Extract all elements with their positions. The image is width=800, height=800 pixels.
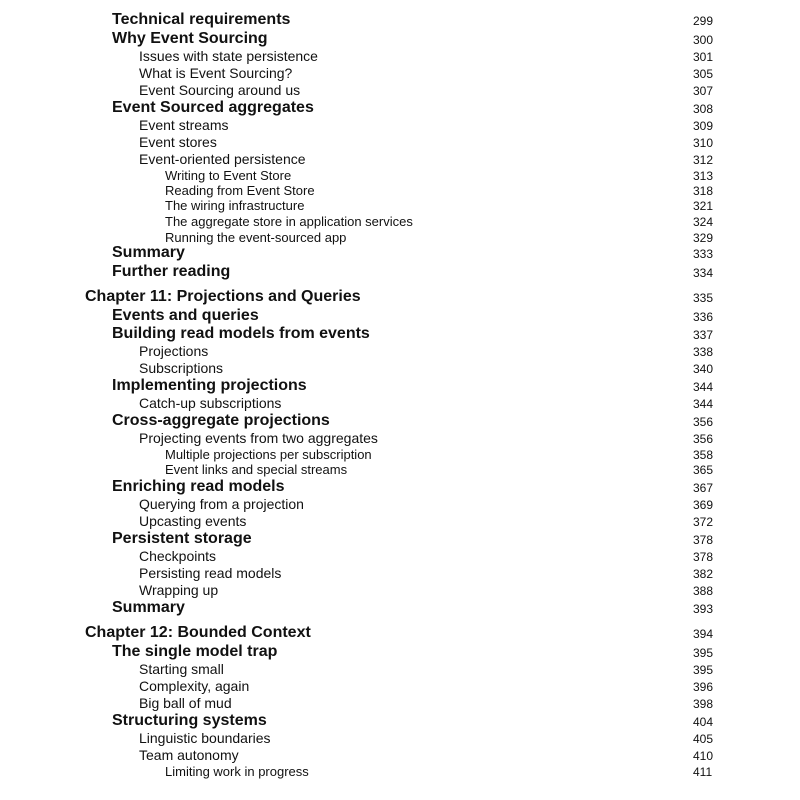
toc-entry-page-number: 378 [693, 550, 714, 564]
toc-entry-title: Event-oriented persistence [139, 151, 306, 167]
toc-entry-title: Catch-up subscriptions [139, 395, 282, 411]
toc-entry-title: Event streams [139, 117, 229, 133]
toc-entry-page-number: 300 [693, 33, 714, 47]
toc-entry-page-number: 398 [693, 697, 714, 711]
toc-entry-title: Checkpoints [139, 548, 217, 564]
toc-entry-title: Querying from a projection [139, 496, 304, 512]
toc-entry-page-number: 338 [693, 345, 714, 359]
toc-entry-title: Persistent storage [112, 530, 252, 547]
toc-entry-page-number: 411 [693, 765, 713, 779]
toc-entry-page-number: 307 [693, 84, 714, 98]
toc-entry-title: Event links and special streams [165, 462, 348, 477]
toc-entry-page-number: 329 [693, 231, 714, 245]
toc-entry-page-number: 340 [693, 362, 714, 376]
toc-entry-page-number: 378 [693, 533, 714, 547]
toc-entry-page-number: 410 [693, 749, 714, 763]
toc-entry-title: Events and queries [112, 307, 259, 324]
toc-entry-page-number: 356 [693, 415, 714, 429]
toc-entry-page-number: 334 [693, 266, 714, 280]
toc-entry-page-number: 299 [693, 14, 714, 28]
toc-entry-title: The single model trap [112, 643, 278, 660]
toc-entry-page-number: 318 [693, 184, 714, 198]
toc-entry-page-number: 382 [693, 567, 714, 581]
toc-entry-page-number: 367 [693, 481, 714, 495]
toc-entry-title: Cross-aggregate projections [112, 412, 330, 429]
toc-entry-title: Event stores [139, 134, 217, 150]
toc-entry-page-number: 336 [693, 310, 714, 324]
toc-entry-title: Structuring systems [112, 712, 267, 729]
toc-entry-title: Further reading [112, 263, 231, 280]
toc-entry-title: Projecting events from two aggregates [139, 430, 378, 446]
toc-entry-page-number: 358 [693, 448, 714, 462]
toc-entry-page-number: 324 [693, 215, 714, 229]
toc-entry-title: Starting small [139, 661, 224, 677]
toc-entry-page-number: 301 [693, 50, 714, 64]
toc-entry-page-number: 333 [693, 247, 714, 261]
toc-entry-page-number: 308 [693, 102, 714, 116]
toc-entry-page-number: 305 [693, 67, 714, 81]
toc-entry-title: Limiting work in progress [165, 764, 309, 779]
toc-entry-page-number: 344 [693, 397, 714, 411]
toc-entry-title: Chapter 11: Projections and Queries [85, 288, 361, 305]
toc-entry-page-number: 365 [693, 463, 714, 477]
toc-entry-title: Event Sourcing around us [139, 82, 301, 98]
toc-entry-title: Team autonomy [139, 747, 239, 763]
toc-entry-title: Building read models from events [112, 325, 370, 342]
toc-entry-title: Enriching read models [112, 478, 285, 495]
toc-entry-title: Complexity, again [139, 678, 250, 694]
toc-entry-title: Big ball of mud [139, 695, 232, 711]
toc-entry-title: The aggregate store in application services [165, 214, 413, 229]
toc-entry-page-number: 394 [693, 627, 714, 641]
toc-entry-title: The wiring infrastructure [165, 198, 305, 213]
toc-entry-page-number: 335 [693, 291, 714, 305]
toc-entry-title: Writing to Event Store [165, 168, 292, 183]
toc-entry-page-number: 312 [693, 153, 714, 167]
toc-entry-page-number: 395 [693, 646, 714, 660]
toc-entry-title: Summary [112, 599, 185, 616]
toc-entry-title: Issues with state persistence [139, 48, 318, 64]
toc-entry-page-number: 310 [693, 136, 714, 150]
toc-entry-page-number: 396 [693, 680, 714, 694]
toc-entry-page-number: 321 [693, 199, 714, 213]
toc-entry-page-number: 313 [693, 169, 714, 183]
toc-entry-page-number: 337 [693, 328, 714, 342]
toc-entry-title: Running the event-sourced app [165, 230, 347, 245]
toc-entry-page-number: 369 [693, 498, 714, 512]
toc-entry-page-number: 405 [693, 732, 714, 746]
toc-entry-title: Linguistic boundaries [139, 730, 271, 746]
toc-entry-title: Subscriptions [139, 360, 224, 376]
toc-entry-title: Projections [139, 343, 209, 359]
toc-entry-title: Implementing projections [112, 377, 307, 394]
toc-entry-title: Persisting read models [139, 565, 282, 581]
toc-entry-title: Multiple projections per subscription [165, 447, 372, 462]
toc-entry-title: Upcasting events [139, 513, 247, 529]
toc-entry-title: What is Event Sourcing? [139, 65, 293, 81]
toc-entry-page-number: 309 [693, 119, 714, 133]
toc-entry-title: Summary [112, 244, 185, 261]
toc-entry-page-number: 395 [693, 663, 714, 677]
toc-entry-page-number: 344 [693, 380, 714, 394]
toc-entry-page-number: 388 [693, 584, 714, 598]
toc-entry-page-number: 372 [693, 515, 714, 529]
toc-entry-title: Why Event Sourcing [112, 30, 268, 47]
toc-entry-page-number: 393 [693, 602, 714, 616]
toc-entry-page-number: 404 [693, 715, 714, 729]
toc-entry-title: Chapter 12: Bounded Context [85, 624, 311, 641]
toc-entry-title: Technical requirements [112, 11, 291, 28]
toc-entry-title: Event Sourced aggregates [112, 99, 314, 116]
toc-entry-page-number: 356 [693, 432, 714, 446]
toc-entry-title: Reading from Event Store [165, 183, 315, 198]
toc-entry-title: Wrapping up [139, 582, 219, 598]
